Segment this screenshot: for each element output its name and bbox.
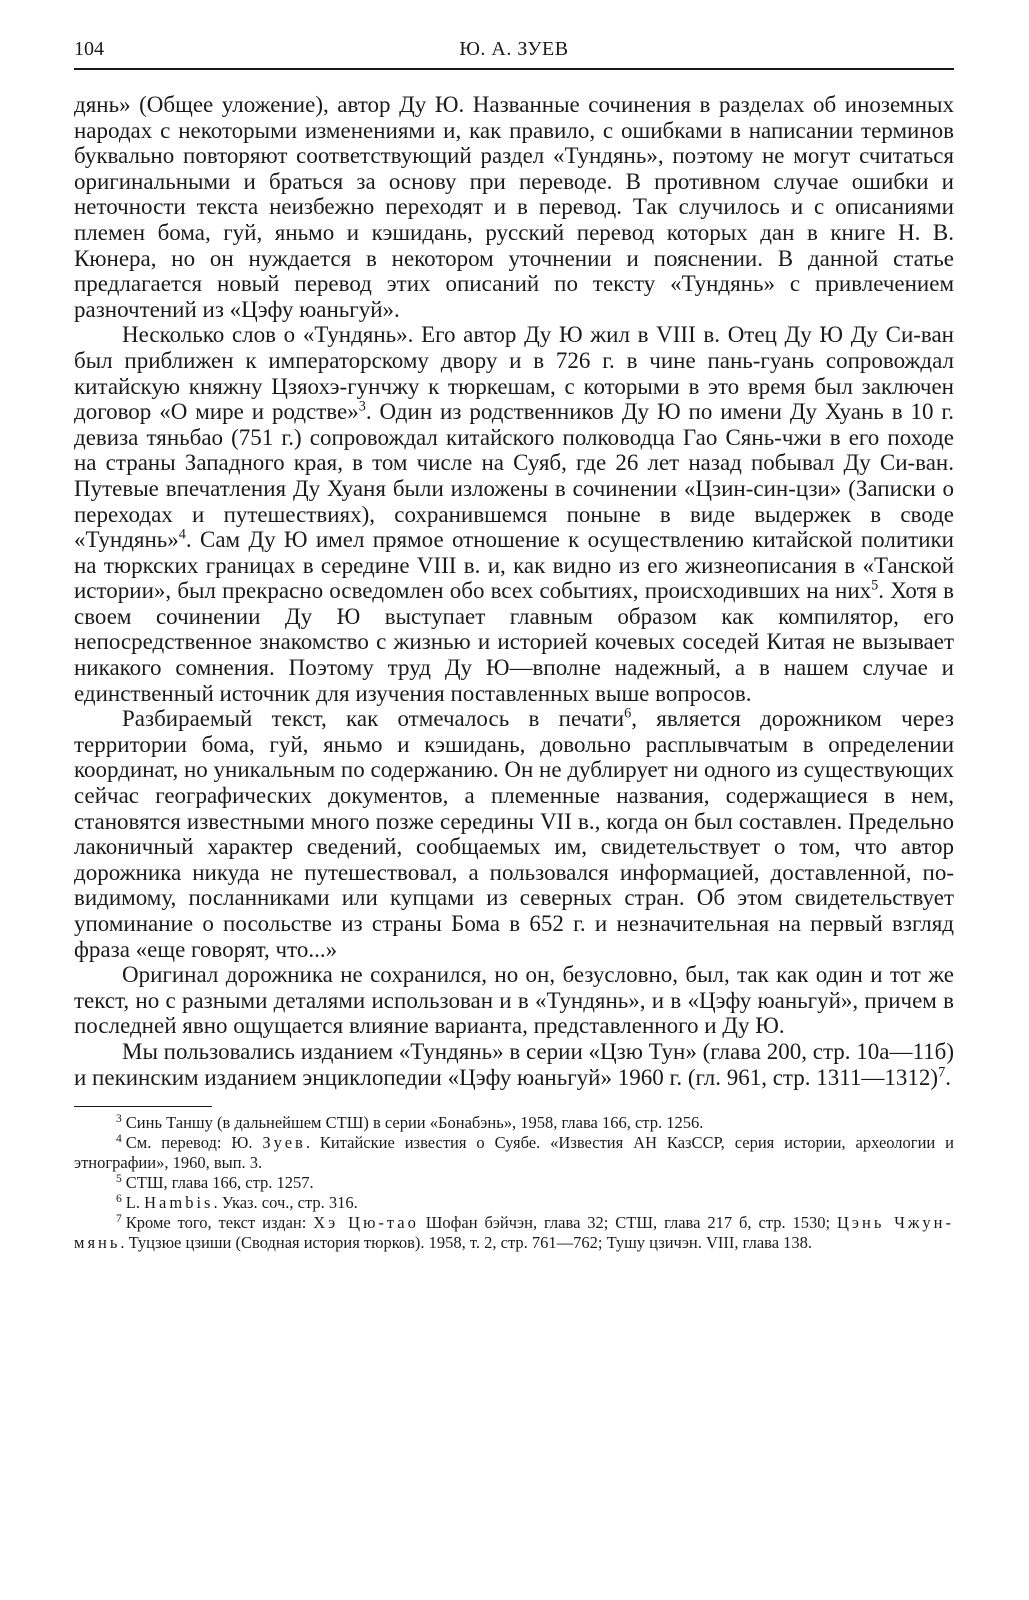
footnote-author: Цэнь Чжун-мянь: [74, 1213, 954, 1253]
footnote-author: Зуев: [262, 1133, 306, 1153]
footnote-ref-6: 6: [624, 705, 632, 722]
paragraph-2: Несколько слов о «Тундянь». Его автор Ду Ю жил в VIII в. Отец Ду Ю Ду Си-ван был приближен к императорскому двору и в 726 г. в чине пань-гуань сопровождал китайскую княжну Цзяохэ-гунчжу к тюркешам, с которыми в это время был заключен договор «О мире и родстве»$^3$. Один из родственников Ду Ю по имени Ду Хуань в 10 г. девиза тяньбао (751 г.) сопровождал китайского полководца Гао Сянь-чжи в его походе на страны Западного края, в том числе на Суяб, где 26 лет назад побывал Ду Си-ван. Путевые впечатления Ду Хуаня были изложены в сочинении «Цзин-син-цзи» (Записки о переходах и путешествиях), сохранившемся поныне в виде выдержек в своде «Тундянь»$^4$. Сам Ду Ю имел прямое отношение к осуществлению китайской политики на тюркских границах в середине VIII в. и, как видно из его жизнеописания в «Танской истории», был прекрасно осведомлен обо всех событиях, происходивших на них$^5$. Хотя в своем сочинении Ду Ю выступает главным образом как компилятор, его непосредственное знакомство с жизнью и историей кочевых соседей Китая не вызывает никакого сомнения. Поэтому труд Ду Ю—вполне надежный, а в нашем случае и единственный источник для изучения поставленных выше вопросов.: [74, 322, 954, 706]
page-number: 104: [74, 38, 104, 60]
paragraph-1: дянь» (Общее уложение), автор Ду Ю. Названные сочинения в разделах об иноземных народах с некоторыми изменениями и, как правило, с ошибками в написании терминов буквально повторяют соответствующий раздел «Тундянь», поэтому не могут считаться оригинальными и браться за основу при переводе. В противном случае ошибки и неточности текста неизбежно переходят и в перевод. Так случилось и с описаниями племен бома, гуй, яньмо и кэшидань, русский перевод которых дан в книге Н. В. Кюнера, но он нуждается в некотором уточнении и пояснении. В данной статье предлагается новый перевод этих описаний по тексту «Тундянь» с привлечением разночтений из «Цэфу юаньгуй».: [74, 92, 954, 322]
paragraph-4: Оригинал дорожника не сохранился, но он, безусловно, был, так как один и тот же текст, но с разными деталями использован и в «Тундянь», и в «Цэфу юаньгуй», причем в последней явно ощущается влияние варианта, представленного и Ду Ю.: [74, 962, 954, 1039]
footnotes: [74, 1113, 954, 1253]
footnote-3: $^3$ Синь Таншу (в дальнейшем СТШ) в серии «Бонабэнь», 1958, глава 166, стр. 1256.: [116, 1112, 704, 1133]
footnote-7: $^7$ Кроме того, текст издан: Хэ Цю-тао Шофан бэйчэн, глава 32; СТШ, глава 217 б, стр. 1530; Цэнь Чжун-мянь. Туцзюе цзиши (Сводная история тюрков). 1958, т. 2, стр. 761—762; Тушу цзичэн. VIII, глава 138.: [74, 1212, 954, 1253]
footnote-separator: [74, 1106, 212, 1107]
page: [74, 34, 954, 1253]
footnote-ref-4: 4: [178, 526, 186, 543]
body-text: [74, 92, 954, 1090]
footnote-6: $^6$ L. Hambis. Указ. соч., стр. 316.: [116, 1192, 358, 1213]
footnote-ref-3: 3: [358, 398, 366, 415]
paragraph-5: Мы пользовались изданием «Тундянь» в серии «Цзю Тун» (глава 200, стр. 10а—11б) и пекинским изданием энциклопедии «Цэфу юаньгуй» 1960 г. (гл. 961, стр. 1311—1312)$^7$.: [74, 1038, 954, 1090]
paragraph-3: Разбираемый текст, как отмечалось в печати$^6$, является дорожником через территории бома, гуй, яньмо и кэшидань, довольно расплывчатым в определении координат, но уникальным по содержанию. Он не дублирует ни одного из существующих сейчас географических документов, а племенные названия, содержащиеся в нем, становятся известными много позже середины VII в., когда он был составлен. Предельно лаконичный характер сведений, сообщаемых им, свидетельствует о том, что автор дорожника никуда не путешествовал, а пользовался информацией, доставленной, по-видимому, посланниками или купцами из северных стран. Об этом свидетельствует упоминание о посольстве из страны Бома в 652 г. и незначительная на первый взгляд фраза «еще говорят, что...»: [74, 705, 954, 962]
footnote-5: $^5$ СТШ, глава 166, стр. 1257.: [116, 1172, 314, 1193]
footnote-ref-7: 7: [938, 1063, 946, 1080]
page-header: [74, 34, 954, 70]
running-title: Ю. А. ЗУЕВ: [459, 38, 569, 60]
footnote-author: Хэ Цю-тао: [313, 1213, 419, 1233]
footnote-4: $^4$ См. перевод: Ю. Зуев. Китайские известия о Суябе. «Известия АН КазССР, серия истории, археологии и этнографии», 1960, вып. 3.: [74, 1132, 954, 1173]
footnote-ref-5: 5: [871, 577, 879, 594]
footnote-author: Hambis: [144, 1193, 214, 1213]
